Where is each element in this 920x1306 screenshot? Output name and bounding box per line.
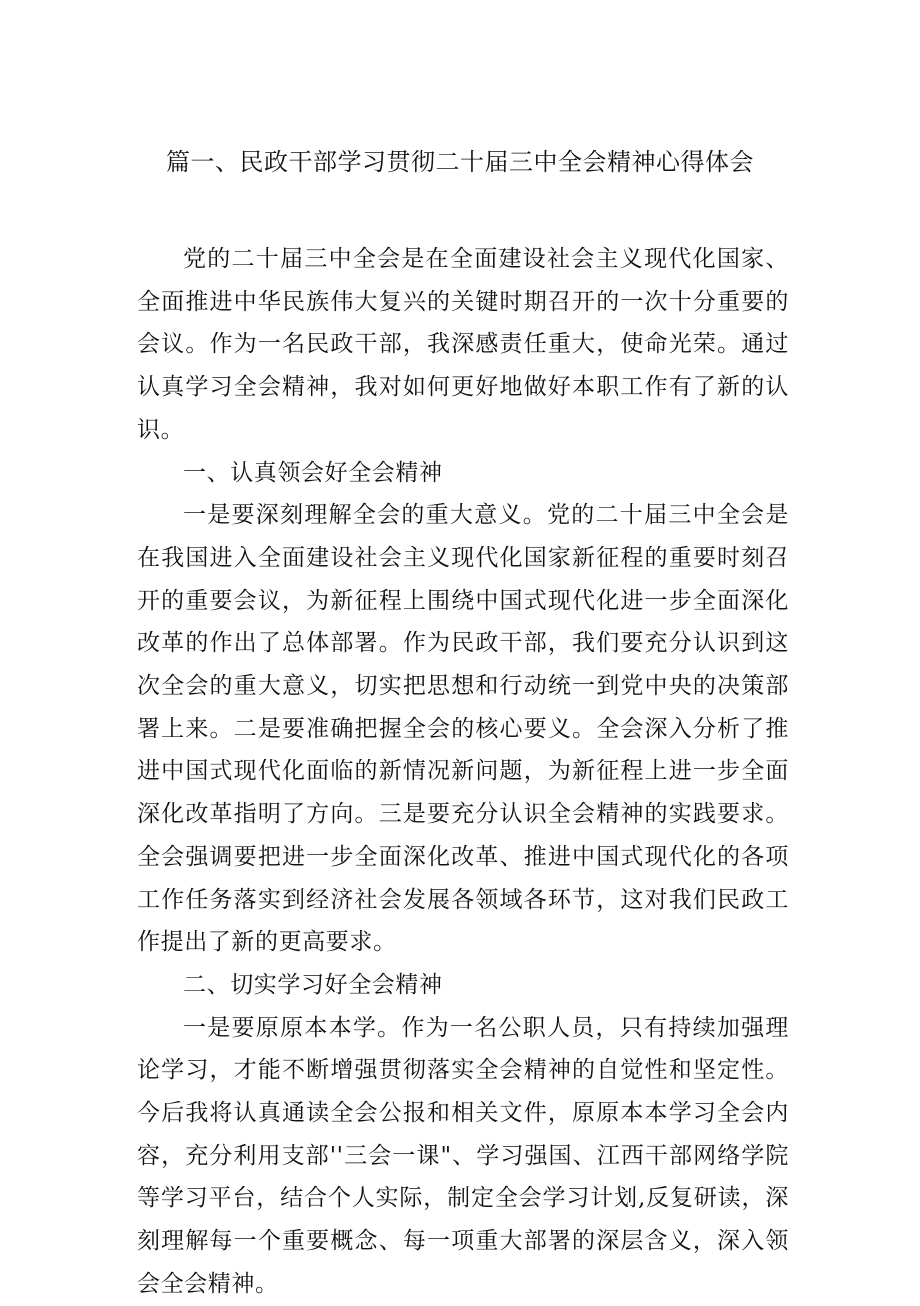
document-title: 篇一、民政干部学习贯彻二十届三中全会精神心得体会: [166, 148, 754, 176]
section-heading-2: 二、切实学习好全会精神: [183, 971, 443, 998]
document-body: [137, 238, 789, 1306]
intro-paragraph: 党的二十届三中全会是在全面建设社会主义现代化国家、全面推进中华民族伟大复兴的关键时期召开的一次十分重要的会议。作为一名民政干部，我深感责任重大，使命光荣。通过认真学习全会精神，我对如何更好地做好本职工作有了新的认识。: [137, 246, 789, 443]
section-heading-1: 一、认真领会好全会精神: [183, 459, 443, 486]
section-paragraph-2: 一是要原原本本学。作为一名公职人员，只有持续加强理论学习，才能不断增强贯彻落实全会精神的自觉性和坚定性。今后我将认真通读全会公报和相关文件，原原本本学习全会内容，充分利用支部''三会一课"、学习强国、江西干部网络学院等学习平台，结合个人实际，制定全会学习计划,反复研读，深刻理解每一个重要概念、每一项重大部署的深层含义，深入领会全会精神。: [137, 1014, 789, 1297]
section-paragraph-1: 一是要深刻理解全会的重大意义。党的二十届三中全会是在我国进入全面建设社会主义现代化国家新征程的重要时刻召开的重要会议，为新征程上围绕中国式现代化进一步全面深化改革的作出了总体部署。作为民政干部，我们要充分认识到这次全会的重大意义，切实把思想和行动统一到党中央的决策部署上来。二是要准确把握全会的核心要义。全会深入分析了推进中国式现代化面临的新情况新问题，为新征程上进一步全面深化改革指明了方向。三是要充分认识全会精神的实践要求。全会强调要把进一步全面深化改革、推进中国式现代化的各项工作任务落实到经济社会发展各领域各环节，这对我们民政工作提出了新的更高要求。: [137, 502, 789, 956]
